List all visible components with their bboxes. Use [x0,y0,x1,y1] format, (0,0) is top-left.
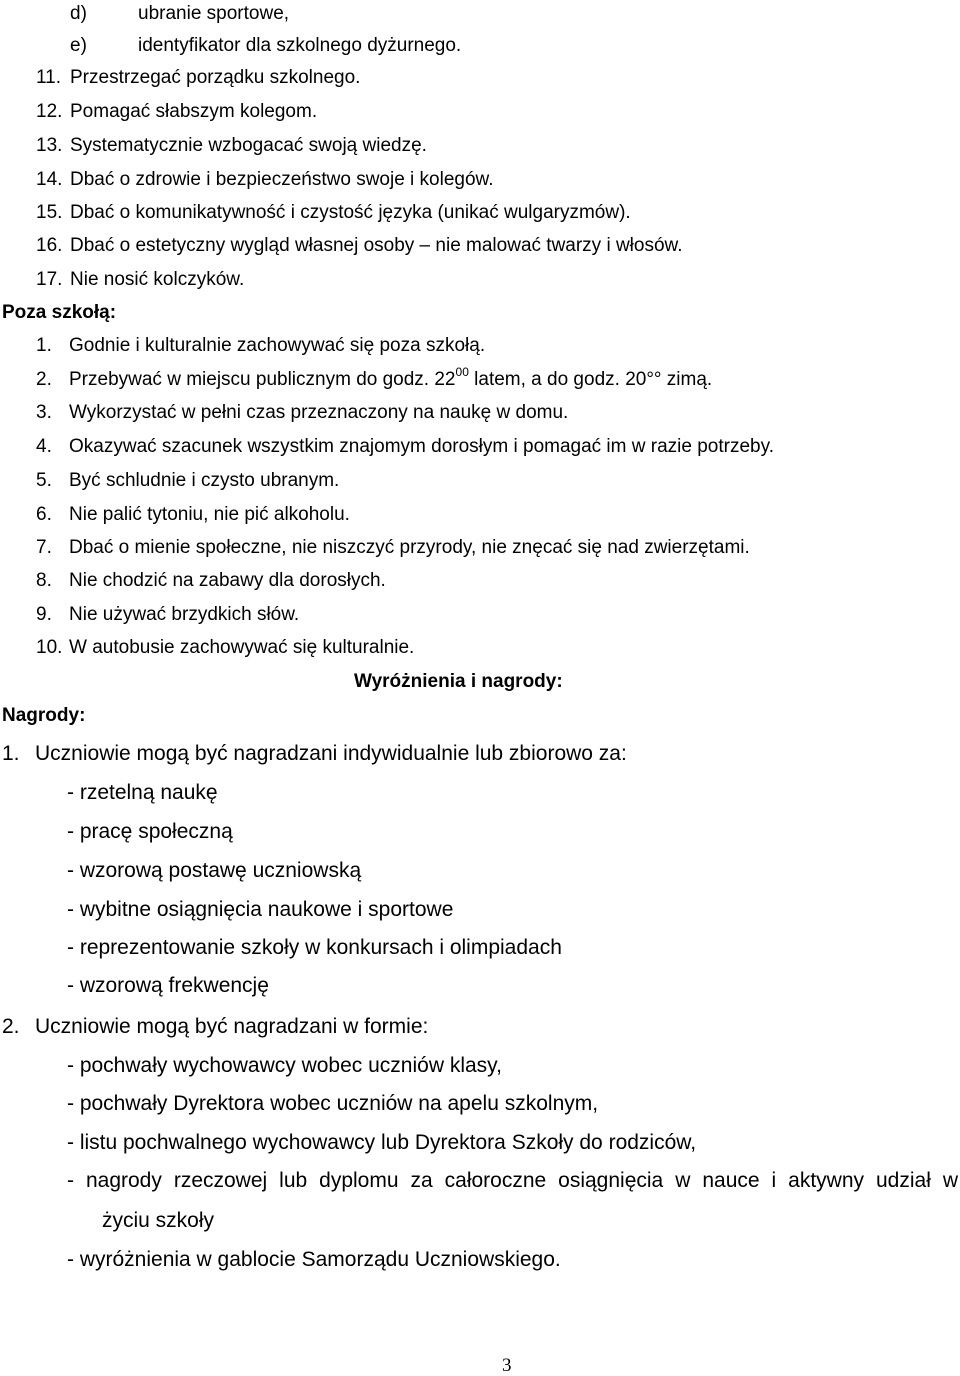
list-item: Być schludnie i czysto ubranym. [69,470,340,491]
list-item: Nie nosić kolczyków. [70,269,245,290]
page-number: 3 [502,1355,512,1376]
text-part: latem, a do godz. 20°° zimą. [468,369,713,390]
list-item [69,365,713,390]
superscript: 00 [455,365,469,379]
list-item: W autobusie zachowywać się kulturalnie. [69,637,415,658]
list-marker: 12. [36,101,63,122]
list-item: - wybitne osiągnięcia naukowe i sportowe [67,898,454,921]
list-item: - pochwały Dyrektora wobec uczniów na apelu szkolnym, [67,1092,599,1115]
list-marker: 1. [2,742,20,765]
list-item: Pomagać słabszym kolegom. [70,101,318,122]
list-marker: 8. [36,570,52,591]
list-item: - wzorową postawę uczniowską [67,859,362,882]
list-item: Uczniowie mogą być nagradzani w formie: [35,1015,429,1038]
list-item: Dbać o mienie społeczne, nie niszczyć przyrody, nie znęcać się nad zwierzętami. [69,537,750,558]
list-item: - nagrody rzeczowej lub dyplomu za całoroczne osiągnięcia w nauce i aktywny udział w [67,1169,958,1192]
list-item: Wykorzystać w pełni czas przeznaczony na naukę w domu. [69,402,569,423]
list-marker: d) [70,3,87,24]
list-item: - rzetelną naukę [67,781,218,804]
list-marker: 13. [36,135,63,156]
list-item: - pracę społeczną [67,820,233,843]
section-title: Wyróżnienia i nagrody: [354,671,563,692]
list-item: identyfikator dla szkolnego dyżurnego. [138,35,462,56]
list-item: Nie palić tytoniu, nie pić alkoholu. [69,504,350,525]
list-marker: 11. [36,67,62,88]
list-item: - pochwały wychowawcy wobec uczniów klasy, [67,1054,502,1077]
list-item: - wyróżnienia w gablocie Samorządu Uczniowskiego. [67,1248,561,1271]
list-marker: 1. [36,335,52,356]
list-marker: 14. [36,169,63,190]
list-item: ubranie sportowe, [138,3,290,24]
list-marker: 5. [36,470,52,491]
list-item: Uczniowie mogą być nagradzani indywidualnie lub zbiorowo za: [35,742,627,765]
list-item-continuation: życiu szkoły [102,1209,215,1232]
text-part: Przebywać w miejscu publicznym do godz. 22 [69,369,456,390]
list-marker: 6. [36,504,52,525]
list-item: - reprezentowanie szkoły w konkursach i olimpiadach [67,936,562,959]
list-item: Dbać o zdrowie i bezpieczeństwo swoje i kolegów. [70,169,494,190]
list-marker: 17. [36,269,63,290]
list-item: Przestrzegać porządku szkolnego. [70,67,361,88]
list-marker: 15. [36,202,63,223]
section-heading: Poza szkołą: [2,302,117,323]
list-marker: 2. [36,369,52,390]
list-item: Nie chodzić na zabawy dla dorosłych. [69,570,386,591]
list-marker: 9. [36,604,52,625]
list-marker: 7. [36,537,52,558]
list-item: Dbać o komunikatywność i czystość języka (unikać wulgaryzmów). [70,202,631,223]
list-item: Godnie i kulturalnie zachowywać się poza szkołą. [69,335,486,356]
list-marker: 10. [36,637,63,658]
list-item: - wzorową frekwencję [67,974,269,997]
list-marker: e) [70,35,87,56]
list-item: Okazywać szacunek wszystkim znajomym dorosłym i pomagać im w razie potrzeby. [69,436,774,457]
list-item: Nie używać brzydkich słów. [69,604,300,625]
list-marker: 2. [2,1015,20,1038]
section-heading: Nagrody: [2,705,86,726]
list-marker: 4. [36,436,52,457]
list-item: - listu pochwalnego wychowawcy lub Dyrektora Szkoły do rodziców, [67,1131,697,1154]
list-item: Dbać o estetyczny wygląd własnej osoby – nie malować twarzy i włosów. [70,235,683,256]
list-marker: 16. [36,235,63,256]
list-item: Systematycznie wzbogacać swoją wiedzę. [70,135,427,156]
list-marker: 3. [36,402,52,423]
